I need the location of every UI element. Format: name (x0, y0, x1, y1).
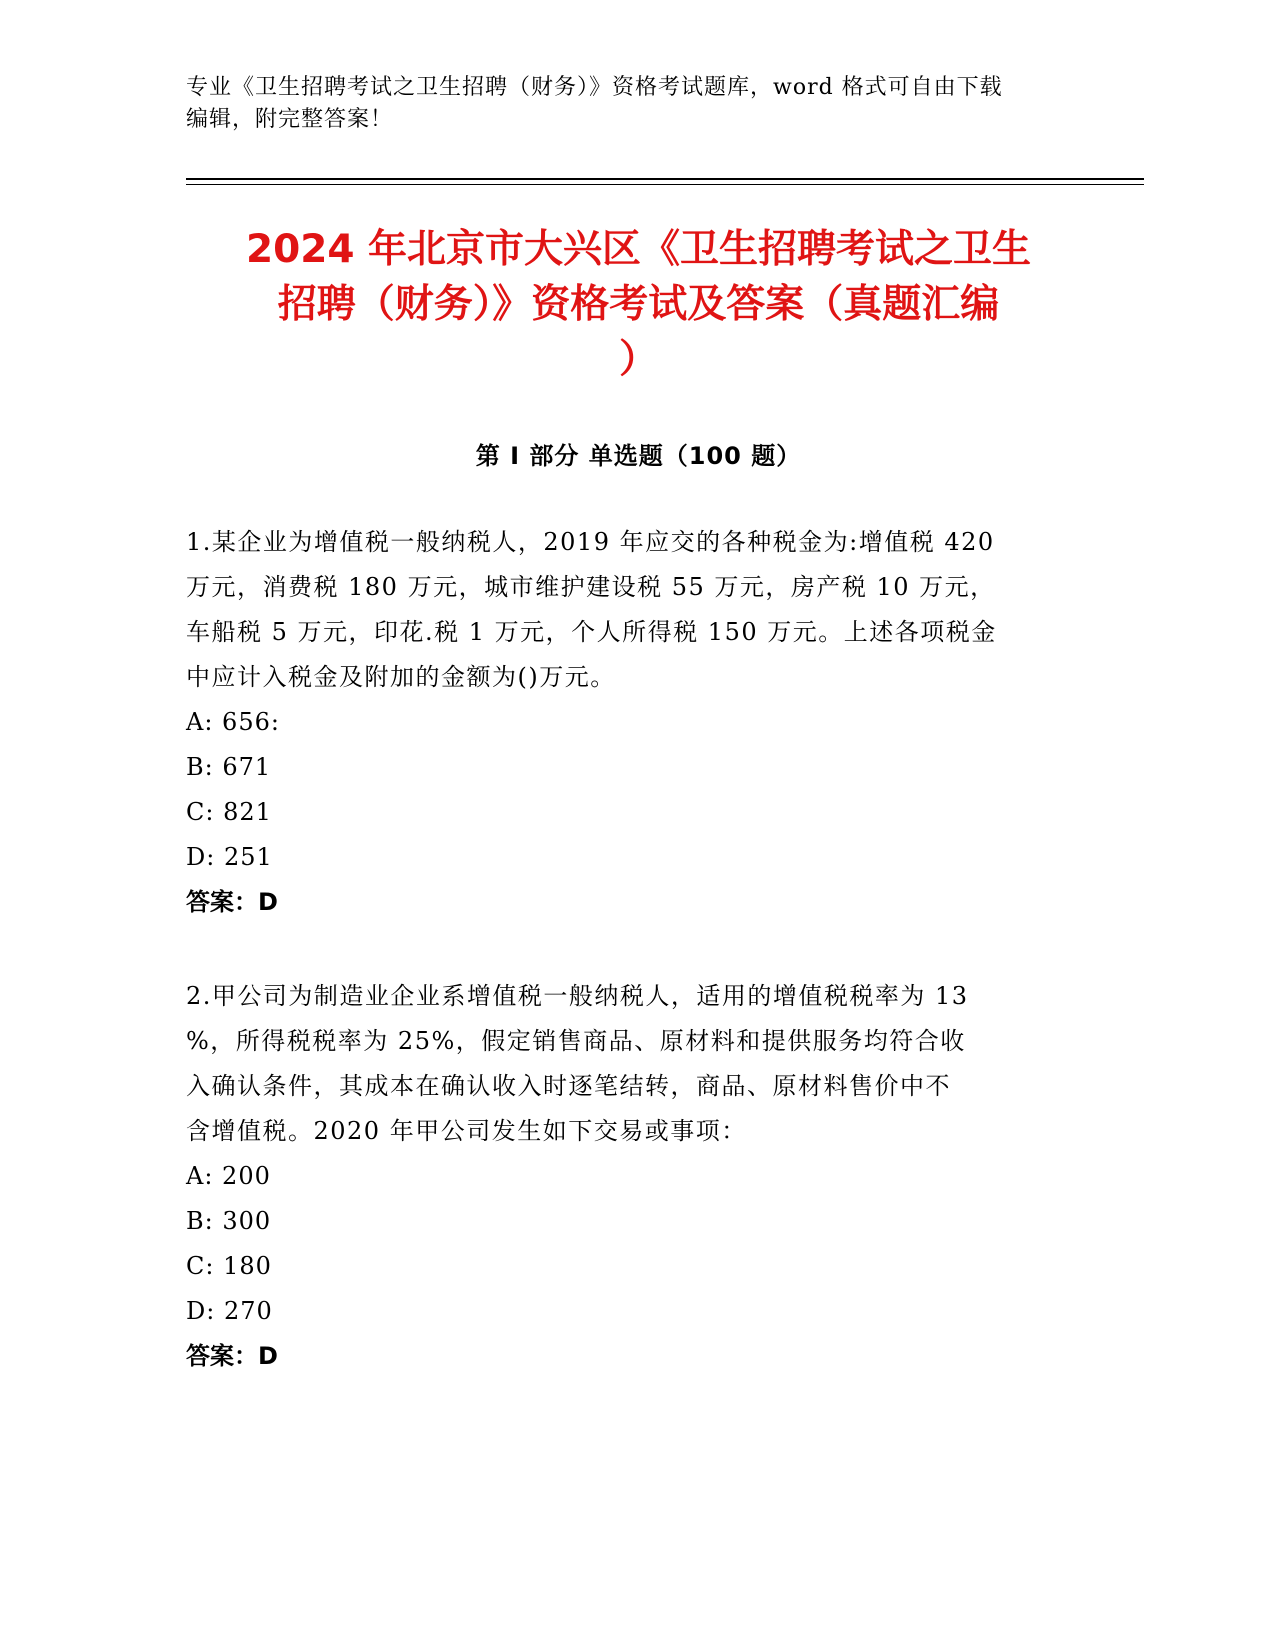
title-line-3: ） (618, 337, 658, 382)
header-note (186, 72, 1086, 136)
header-divider-thick (186, 178, 1144, 180)
question-stem-line: 含增值税。2020 年甲公司发生如下交易或事项： (186, 1117, 747, 1145)
question-1-answer: 答案：D (186, 888, 278, 916)
question-stem-line: 车船税 5 万元，印花.税 1 万元，个人所得税 150 万元。上述各项税金 (186, 618, 997, 646)
header-note-line-1: 专业《卫生招聘考试之卫生招聘（财务）》资格考试题库，word 格式可自由下载 (186, 75, 1003, 100)
title-line-2: 招聘（财务）》资格考试及答案（真题汇编 (277, 282, 1000, 327)
question-2 (186, 974, 1066, 1379)
header-note-line-2: 编辑，附完整答案！ (186, 107, 394, 132)
header-divider-thin (186, 184, 1144, 185)
question-stem-line: 万元，消费税 180 万元，城市维护建设税 55 万元，房产税 10 万元， (186, 573, 996, 601)
section-heading: 第 I 部分 单选题（100 题） (475, 442, 802, 470)
option-c: C: 180 (186, 1252, 272, 1280)
question-2-options (186, 1154, 1066, 1334)
question-1-stem (186, 520, 1066, 700)
title-line-1: 2024 年北京市大兴区《卫生招聘考试之卫生 (245, 227, 1032, 272)
question-stem-line: 入确认条件，其成本在确认收入时逐笔结转，商品、原材料售价中不 (186, 1072, 951, 1100)
question-stem-line: 2.甲公司为制造业企业系增值税一般纳税人，适用的增值税税率为 13 (186, 982, 969, 1010)
question-stem-line: 1.某企业为增值税一般纳税人，2019 年应交的各种税金为:增值税 420 (186, 528, 995, 556)
option-b: B: 300 (186, 1207, 272, 1235)
question-1-options (186, 700, 1066, 880)
option-d: D: 251 (186, 843, 273, 871)
question-stem-line: %，所得税税率为 25%，假定销售商品、原材料和提供服务均符合收 (186, 1027, 966, 1055)
option-a: A: 656: (186, 708, 280, 736)
option-b: B: 671 (186, 753, 272, 781)
question-2-stem (186, 974, 1066, 1154)
document-title (186, 222, 1091, 387)
question-1 (186, 520, 1066, 925)
question-stem-line: 中应计入税金及附加的金额为()万元。 (186, 663, 616, 691)
question-2-answer: 答案：D (186, 1342, 278, 1370)
option-a: A: 200 (186, 1162, 271, 1190)
option-d: D: 270 (186, 1297, 273, 1325)
option-c: C: 821 (186, 798, 272, 826)
